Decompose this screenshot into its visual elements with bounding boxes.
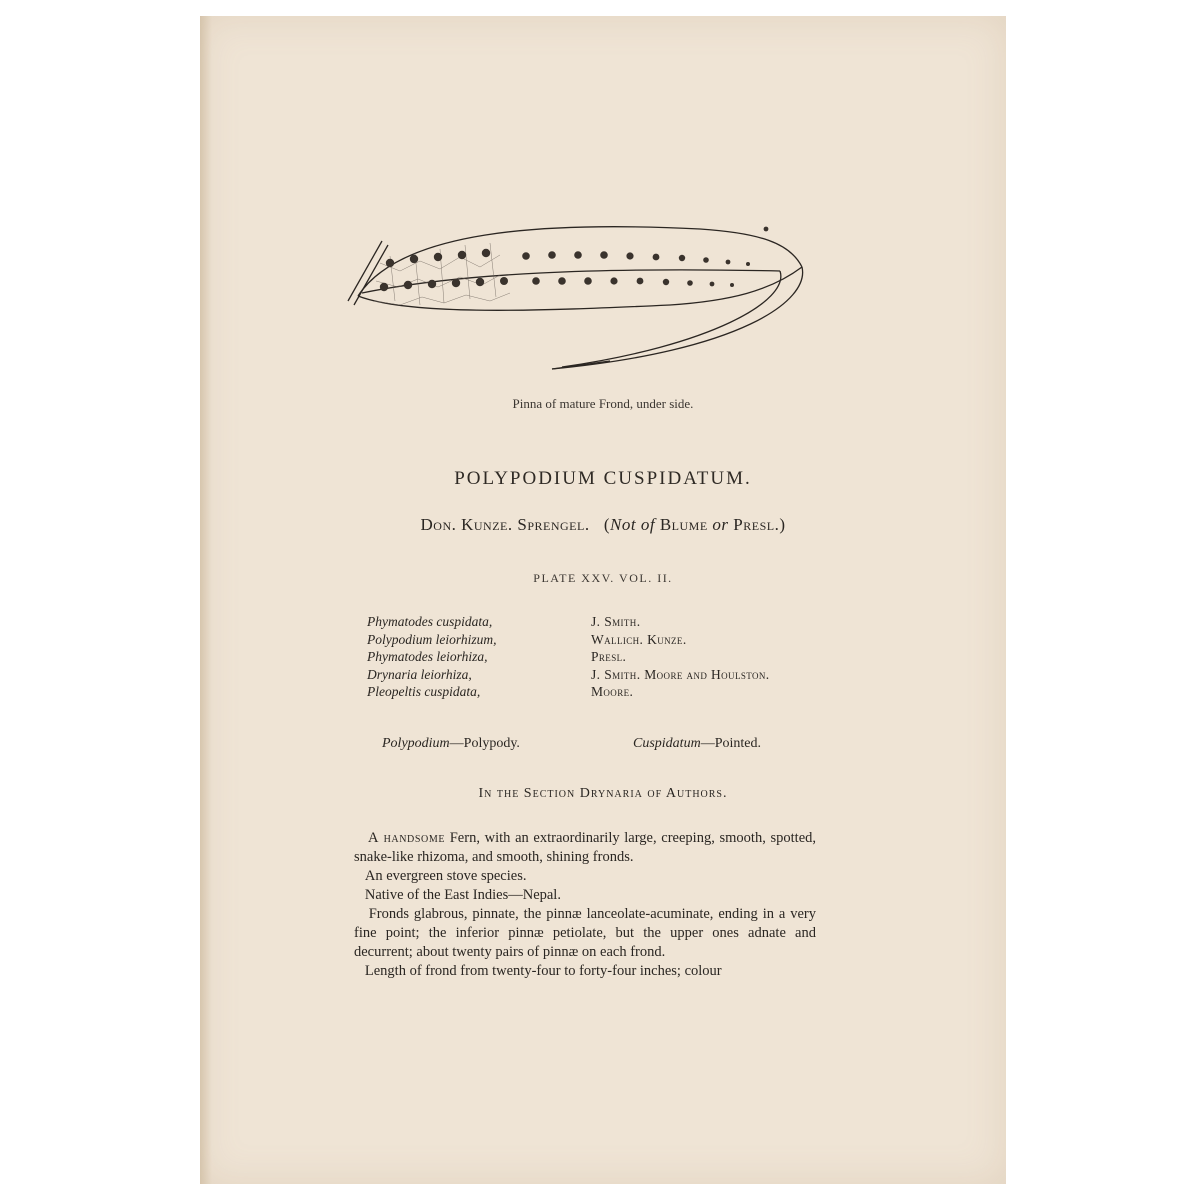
synonym-authority: Wallich. Kunze. [591,631,687,647]
authority-blume: Blume [659,515,708,534]
etymology-genus-term: Polypodium [382,736,450,751]
authority-names: Don. Kunze. Sprengel. [420,515,590,534]
paragraph [354,886,816,905]
plate-reference: PLATE XXV. VOL. II. [533,571,673,585]
synonym-authority: J. Smith. Moore and Houlston. [591,666,770,682]
etymology-species [633,736,761,752]
body-text [354,829,816,981]
paragraph-text: Fronds glabrous, pinnate, the pinnæ lanceolate-acuminate, ending in a very fine point; the inferior pinnæ petiolate, but the upper ones adnate and decurrent; about twenty pairs of pinnæ on each frond. [354,906,816,960]
synonym-authority: Presl. [591,649,627,664]
paragraph-text: Fern, with an extraordinarily large, creeping, smooth, spotted, snake-like rhizoma, and smooth, shining fronds. [354,830,817,865]
book-page [200,16,1006,1184]
paragraph [354,829,816,867]
paragraph-text: Native of the East Indies—Nepal. [364,887,561,903]
authority-not-of: Not of [610,515,656,534]
fern-pinna-illustration [340,201,830,381]
authority-open-paren: ( [603,515,611,534]
section-heading: In the Section Drynaria of Authors. [478,786,728,801]
synonym-authority: J. Smith. [591,614,641,629]
paragraph-text: Length of frond from twenty-four to forty-four inches; colour [364,963,722,979]
etymology-species-term: Cuspidatum [633,736,701,751]
paragraph [354,905,816,962]
authority-presl: Presl. [733,515,780,534]
figure-caption: Pinna of mature Frond, under side. [512,396,694,411]
synonym-name: Phymatodes cuspidata, [367,614,493,629]
synonym-list [367,613,827,701]
paragraph [354,962,816,981]
etymology-species-meaning: —Pointed. [700,736,761,751]
paragraph-text: An evergreen stove species. [364,868,527,884]
synonym-name: Phymatodes leiorhiza, [367,649,488,664]
etymology-genus [382,736,520,752]
page-title: POLYPODIUM CUSPIDATUM. [454,468,752,489]
paragraph [354,867,816,886]
synonym-row [367,648,827,666]
authority-or: or [712,515,729,534]
authority-line [200,515,1006,535]
synonym-name: Polypodium leiorhizum, [367,631,497,647]
synonym-row [367,683,827,701]
synonym-row [367,613,827,631]
synonym-authority: Moore. [591,684,634,699]
paragraph-lead: A handsome [368,830,446,846]
synonym-name: Drynaria leiorhiza, [367,666,472,682]
synonym-row [367,631,827,649]
synonym-row [367,666,827,684]
etymology-genus-meaning: —Polypody. [449,736,520,751]
authority-close-paren: ) [779,515,786,534]
synonym-name: Pleopeltis cuspidata, [367,684,481,699]
